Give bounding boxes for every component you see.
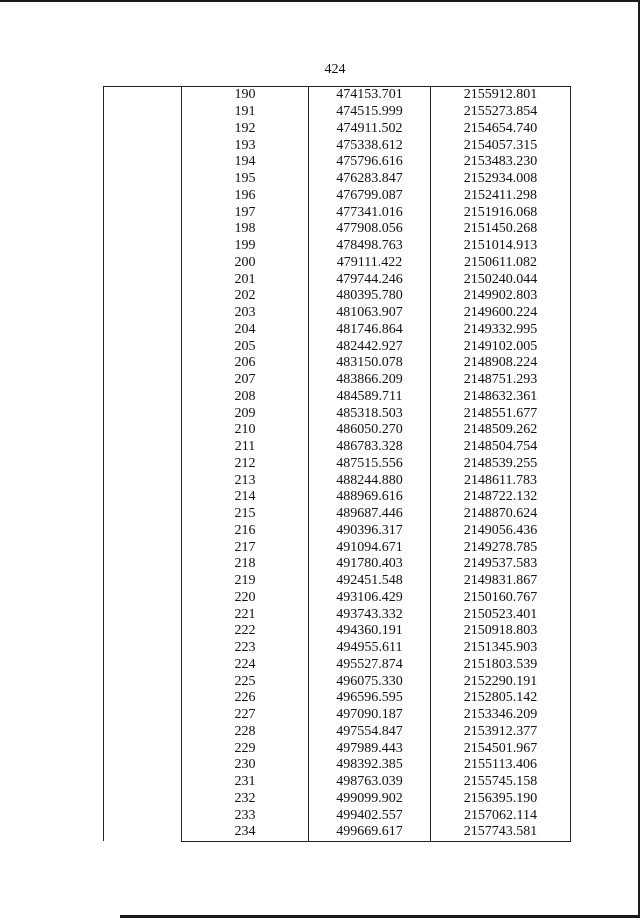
y-coordinate-cell: 2152411.298 (431, 188, 571, 205)
table-row (104, 338, 571, 355)
blank-cell (104, 740, 182, 757)
blank-cell (104, 171, 182, 188)
y-coordinate-cell: 2153912.377 (431, 724, 571, 741)
y-coordinate-cell: 2148632.361 (431, 389, 571, 406)
x-coordinate-cell: 475796.616 (309, 154, 431, 171)
x-coordinate-cell: 474911.502 (309, 121, 431, 138)
point-number-cell: 230 (182, 757, 309, 774)
point-number-cell: 232 (182, 791, 309, 808)
y-coordinate-cell: 2150918.803 (431, 623, 571, 640)
blank-cell (104, 573, 182, 590)
table-row (104, 623, 571, 640)
y-coordinate-cell: 2151450.268 (431, 221, 571, 238)
point-number-cell: 226 (182, 690, 309, 707)
x-coordinate-cell: 474515.999 (309, 104, 431, 121)
blank-cell (104, 523, 182, 540)
table-row (104, 472, 571, 489)
y-coordinate-cell: 2155745.158 (431, 774, 571, 791)
x-coordinate-cell: 476799.087 (309, 188, 431, 205)
table-row (104, 690, 571, 707)
point-number-cell: 203 (182, 305, 309, 322)
point-number-cell: 212 (182, 456, 309, 473)
x-coordinate-cell: 499669.617 (309, 824, 431, 841)
y-coordinate-cell: 2149600.224 (431, 305, 571, 322)
x-coordinate-cell: 488244.880 (309, 472, 431, 489)
blank-cell (104, 154, 182, 171)
y-coordinate-cell: 2148722.132 (431, 489, 571, 506)
table-row (104, 137, 571, 154)
y-coordinate-cell: 2151803.539 (431, 657, 571, 674)
x-coordinate-cell: 477341.016 (309, 204, 431, 221)
blank-cell (104, 204, 182, 221)
blank-cell (104, 288, 182, 305)
point-number-cell: 228 (182, 724, 309, 741)
blank-cell (104, 389, 182, 406)
point-number-cell: 213 (182, 472, 309, 489)
blank-cell (104, 757, 182, 774)
blank-cell (104, 439, 182, 456)
x-coordinate-cell: 481063.907 (309, 305, 431, 322)
point-number-cell: 201 (182, 271, 309, 288)
point-number-cell: 195 (182, 171, 309, 188)
page-edge-top (0, 0, 640, 2)
blank-cell (104, 690, 182, 707)
blank-cell (104, 590, 182, 607)
table-row (104, 606, 571, 623)
x-coordinate-cell: 474153.701 (309, 87, 431, 104)
y-coordinate-cell: 2149056.436 (431, 523, 571, 540)
point-number-cell: 218 (182, 556, 309, 573)
point-number-cell: 231 (182, 774, 309, 791)
table-row (104, 372, 571, 389)
y-coordinate-cell: 2151345.903 (431, 640, 571, 657)
y-coordinate-cell: 2149332.995 (431, 322, 571, 339)
x-coordinate-cell: 482442.927 (309, 338, 431, 355)
table-row (104, 439, 571, 456)
x-coordinate-cell: 483150.078 (309, 355, 431, 372)
table-row (104, 657, 571, 674)
y-coordinate-cell: 2148504.754 (431, 439, 571, 456)
blank-cell (104, 221, 182, 238)
point-number-cell: 191 (182, 104, 309, 121)
table-row (104, 322, 571, 339)
y-coordinate-cell: 2154654.740 (431, 121, 571, 138)
table-row (104, 573, 571, 590)
x-coordinate-cell: 486050.270 (309, 422, 431, 439)
point-number-cell: 234 (182, 824, 309, 841)
y-coordinate-cell: 2155113.406 (431, 757, 571, 774)
x-coordinate-cell: 496075.330 (309, 673, 431, 690)
blank-cell (104, 322, 182, 339)
table-row (104, 288, 571, 305)
table-row (104, 757, 571, 774)
table-row (104, 807, 571, 824)
blank-cell (104, 255, 182, 272)
blank-cell (104, 137, 182, 154)
point-number-cell: 208 (182, 389, 309, 406)
blank-cell (104, 807, 182, 824)
table-row (104, 774, 571, 791)
x-coordinate-cell: 489687.446 (309, 506, 431, 523)
table-row (104, 791, 571, 808)
table-row (104, 271, 571, 288)
point-number-cell: 197 (182, 204, 309, 221)
table-row (104, 824, 571, 841)
point-number-cell: 207 (182, 372, 309, 389)
blank-cell (104, 271, 182, 288)
point-number-cell: 193 (182, 137, 309, 154)
table-row (104, 204, 571, 221)
x-coordinate-cell: 486783.328 (309, 439, 431, 456)
x-coordinate-cell: 485318.503 (309, 405, 431, 422)
blank-cell (104, 372, 182, 389)
point-number-cell: 225 (182, 673, 309, 690)
table-row (104, 456, 571, 473)
point-number-cell: 209 (182, 405, 309, 422)
x-coordinate-cell: 492451.548 (309, 573, 431, 590)
point-number-cell: 224 (182, 657, 309, 674)
y-coordinate-cell: 2155273.854 (431, 104, 571, 121)
blank-cell (104, 606, 182, 623)
x-coordinate-cell: 497554.847 (309, 724, 431, 741)
y-coordinate-cell: 2148611.783 (431, 472, 571, 489)
table-row (104, 489, 571, 506)
x-coordinate-cell: 499099.902 (309, 791, 431, 808)
x-coordinate-cell: 477908.056 (309, 221, 431, 238)
blank-cell (104, 724, 182, 741)
y-coordinate-cell: 2150523.401 (431, 606, 571, 623)
blank-cell (104, 556, 182, 573)
blank-cell (104, 489, 182, 506)
point-number-cell: 220 (182, 590, 309, 607)
table-row (104, 640, 571, 657)
x-coordinate-cell: 487515.556 (309, 456, 431, 473)
blank-cell (104, 623, 182, 640)
point-number-cell: 216 (182, 523, 309, 540)
table-row (104, 188, 571, 205)
table-row (104, 707, 571, 724)
blank-cell (104, 188, 182, 205)
point-number-cell: 204 (182, 322, 309, 339)
point-number-cell: 229 (182, 740, 309, 757)
point-number-cell: 205 (182, 338, 309, 355)
y-coordinate-cell: 2148870.624 (431, 506, 571, 523)
y-coordinate-cell: 2152290.191 (431, 673, 571, 690)
blank-cell (104, 405, 182, 422)
x-coordinate-cell: 493743.332 (309, 606, 431, 623)
y-coordinate-cell: 2148751.293 (431, 372, 571, 389)
point-number-cell: 221 (182, 606, 309, 623)
y-coordinate-cell: 2153483.230 (431, 154, 571, 171)
y-coordinate-cell: 2149831.867 (431, 573, 571, 590)
x-coordinate-cell: 481746.864 (309, 322, 431, 339)
blank-cell (104, 238, 182, 255)
y-coordinate-cell: 2148539.255 (431, 456, 571, 473)
point-number-cell: 200 (182, 255, 309, 272)
blank-cell (104, 305, 182, 322)
point-number-cell: 202 (182, 288, 309, 305)
point-number-cell: 199 (182, 238, 309, 255)
blank-cell (104, 355, 182, 372)
y-coordinate-cell: 2154057.315 (431, 137, 571, 154)
x-coordinate-cell: 497989.443 (309, 740, 431, 757)
table-row (104, 355, 571, 372)
x-coordinate-cell: 476283.847 (309, 171, 431, 188)
table-row (104, 238, 571, 255)
x-coordinate-cell: 479744.246 (309, 271, 431, 288)
table-row (104, 154, 571, 171)
point-number-cell: 196 (182, 188, 309, 205)
x-coordinate-cell: 496596.595 (309, 690, 431, 707)
point-number-cell: 227 (182, 707, 309, 724)
point-number-cell: 192 (182, 121, 309, 138)
x-coordinate-cell: 491780.403 (309, 556, 431, 573)
x-coordinate-cell: 479111.422 (309, 255, 431, 272)
table-row (104, 389, 571, 406)
blank-cell (104, 104, 182, 121)
blank-cell (104, 456, 182, 473)
point-number-cell: 198 (182, 221, 309, 238)
table-row (104, 87, 571, 104)
y-coordinate-cell: 2157743.581 (431, 824, 571, 841)
y-coordinate-cell: 2152805.142 (431, 690, 571, 707)
y-coordinate-cell: 2151916.068 (431, 204, 571, 221)
point-number-cell: 214 (182, 489, 309, 506)
point-number-cell: 206 (182, 355, 309, 372)
point-number-cell: 211 (182, 439, 309, 456)
x-coordinate-cell: 494360.191 (309, 623, 431, 640)
y-coordinate-cell: 2149102.005 (431, 338, 571, 355)
x-coordinate-cell: 498392.385 (309, 757, 431, 774)
table-row (104, 523, 571, 540)
x-coordinate-cell: 478498.763 (309, 238, 431, 255)
x-coordinate-cell: 493106.429 (309, 590, 431, 607)
point-number-cell: 215 (182, 506, 309, 523)
point-number-cell: 194 (182, 154, 309, 171)
x-coordinate-cell: 495527.874 (309, 657, 431, 674)
y-coordinate-cell: 2149537.583 (431, 556, 571, 573)
y-coordinate-cell: 2149278.785 (431, 539, 571, 556)
y-coordinate-cell: 2154501.967 (431, 740, 571, 757)
table-row (104, 724, 571, 741)
y-coordinate-cell: 2152934.008 (431, 171, 571, 188)
y-coordinate-cell: 2157062.114 (431, 807, 571, 824)
point-number-cell: 233 (182, 807, 309, 824)
table-row (104, 121, 571, 138)
table-row (104, 221, 571, 238)
blank-cell (104, 657, 182, 674)
point-number-cell: 222 (182, 623, 309, 640)
blank-cell (104, 338, 182, 355)
x-coordinate-cell: 480395.780 (309, 288, 431, 305)
table-row (104, 171, 571, 188)
y-coordinate-cell: 2149902.803 (431, 288, 571, 305)
blank-cell (104, 472, 182, 489)
y-coordinate-cell: 2156395.190 (431, 791, 571, 808)
blank-cell (104, 121, 182, 138)
blank-cell (104, 539, 182, 556)
table-row (104, 590, 571, 607)
x-coordinate-cell: 498763.039 (309, 774, 431, 791)
table-row (104, 405, 571, 422)
point-number-cell: 217 (182, 539, 309, 556)
x-coordinate-cell: 491094.671 (309, 539, 431, 556)
blank-cell (104, 506, 182, 523)
blank-cell (104, 791, 182, 808)
blank-cell (104, 707, 182, 724)
y-coordinate-cell: 2153346.209 (431, 707, 571, 724)
table-row (104, 539, 571, 556)
blank-cell (104, 87, 182, 104)
table-row (104, 305, 571, 322)
y-coordinate-cell: 2155912.801 (431, 87, 571, 104)
table-row (104, 740, 571, 757)
blank-cell (104, 422, 182, 439)
table-row (104, 104, 571, 121)
table-row (104, 673, 571, 690)
blank-cell (104, 640, 182, 657)
coordinate-table-body (104, 87, 571, 842)
coordinate-table (103, 86, 571, 842)
point-number-cell: 210 (182, 422, 309, 439)
point-number-cell: 190 (182, 87, 309, 104)
x-coordinate-cell: 488969.616 (309, 489, 431, 506)
point-number-cell: 223 (182, 640, 309, 657)
x-coordinate-cell: 475338.612 (309, 137, 431, 154)
table-row (104, 556, 571, 573)
y-coordinate-cell: 2151014.913 (431, 238, 571, 255)
y-coordinate-cell: 2148551.677 (431, 405, 571, 422)
x-coordinate-cell: 494955.611 (309, 640, 431, 657)
x-coordinate-cell: 484589.711 (309, 389, 431, 406)
blank-cell (104, 824, 182, 841)
page-number: 424 (324, 62, 346, 77)
table-row (104, 255, 571, 272)
y-coordinate-cell: 2150160.767 (431, 590, 571, 607)
y-coordinate-cell: 2150611.082 (431, 255, 571, 272)
blank-cell (104, 774, 182, 791)
x-coordinate-cell: 497090.187 (309, 707, 431, 724)
table-row (104, 422, 571, 439)
y-coordinate-cell: 2150240.044 (431, 271, 571, 288)
x-coordinate-cell: 483866.209 (309, 372, 431, 389)
point-number-cell: 219 (182, 573, 309, 590)
table-row (104, 506, 571, 523)
x-coordinate-cell: 499402.557 (309, 807, 431, 824)
x-coordinate-cell: 490396.317 (309, 523, 431, 540)
blank-cell (104, 673, 182, 690)
y-coordinate-cell: 2148908.224 (431, 355, 571, 372)
y-coordinate-cell: 2148509.262 (431, 422, 571, 439)
